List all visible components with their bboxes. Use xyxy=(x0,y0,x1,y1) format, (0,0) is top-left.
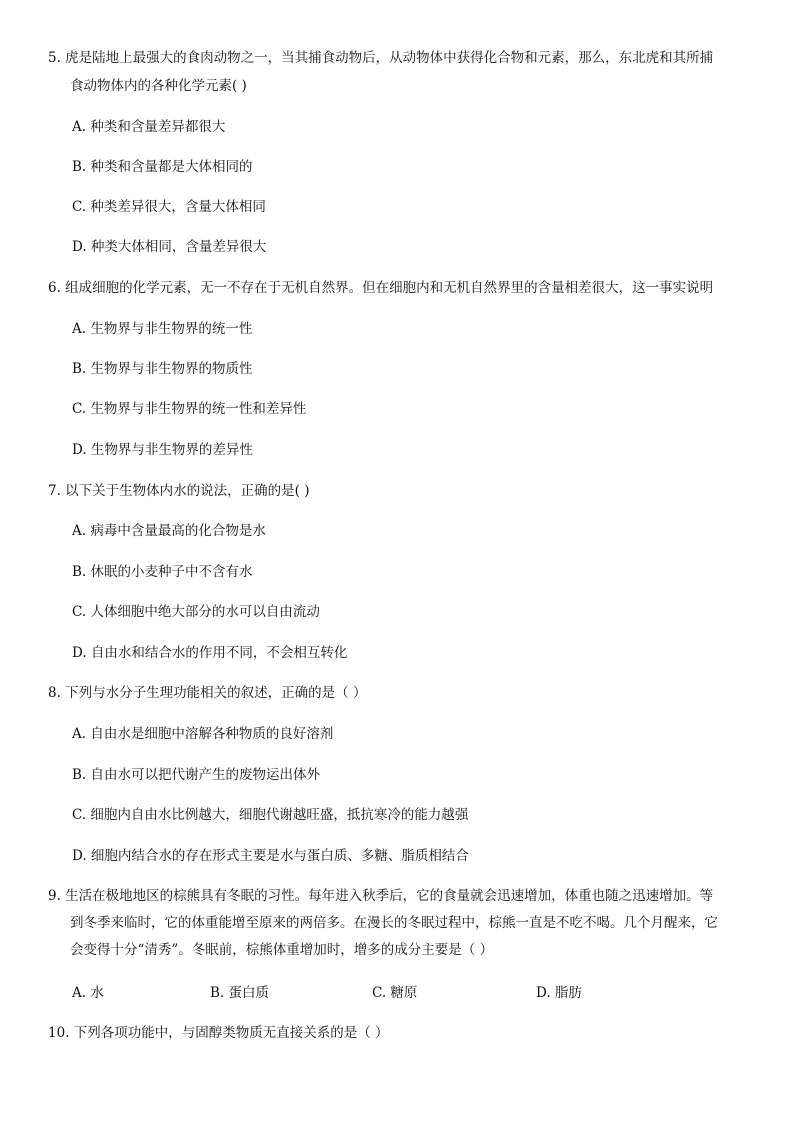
question-6-option-d: D. 生物界与非生物界的差异性 xyxy=(72,442,253,458)
question-9-stem-line-3: 会变得十分“清秀”。冬眠前，棕熊体重增加时，增多的成分主要是（ ） xyxy=(70,942,494,958)
question-9-option-d: D. 脂肪 xyxy=(536,985,582,1001)
question-9-option-b: B. 蛋白质 xyxy=(210,985,270,1001)
question-6-option-a: A. 生物界与非生物界的统一性 xyxy=(72,321,253,337)
question-10-stem: 10. 下列各项功能中，与固醇类物质无直接关系的是（ ） xyxy=(48,1025,389,1041)
question-9-option-c: C. 糖原 xyxy=(372,985,418,1001)
question-8-option-d: D. 细胞内结合水的存在形式主要是水与蛋白质、多糖、脂质相结合 xyxy=(72,848,469,864)
question-9-stem-line-2: 到冬季来临时，它的体重能增至原来的两倍多。在漫长的冬眠过程中，棕熊一直是不吃不喝。几个月醒来，它 xyxy=(70,915,718,931)
question-9-option-a: A. 水 xyxy=(72,985,104,1001)
question-8-option-a: A. 自由水是细胞中溶解各种物质的良好溶剂 xyxy=(72,726,334,742)
question-5-option-b: B. 种类和含量都是大体相同的 xyxy=(72,159,253,175)
question-5-option-a: A. 种类和含量差异都很大 xyxy=(72,119,226,135)
question-7-option-b: B. 休眠的小麦种子中不含有水 xyxy=(72,564,253,580)
question-8-option-b: B. 自由水可以把代谢产生的废物运出体外 xyxy=(72,767,321,783)
question-8-stem: 8. 下列与水分子生理功能相关的叙述，正确的是（ ） xyxy=(48,685,367,701)
question-6-option-c: C. 生物界与非生物界的统一性和差异性 xyxy=(72,401,307,417)
question-7-option-a: A. 病毒中含量最高的化合物是水 xyxy=(72,523,266,539)
question-7-option-c: C. 人体细胞中绝大部分的水可以自由流动 xyxy=(72,604,320,620)
question-6-stem: 6. 组成细胞的化学元素，无一不存在于无机自然界。但在细胞内和无机自然界里的含量相差很大，这一事实说明 xyxy=(48,280,714,296)
question-6-option-b: B. 生物界与非生物界的物质性 xyxy=(72,361,253,377)
question-5-stem-line-1: 5. 虎是陆地上最强大的食肉动物之一，当其捕食动物后，从动物体中获得化合物和元素，那么，东北虎和其所捕 xyxy=(48,50,714,66)
question-7-stem: 7. 以下关于生物体内水的说法，正确的是( ) xyxy=(48,483,310,499)
question-9-stem-line-1: 9. 生活在极地地区的棕熊具有冬眠的习性。每年进入秋季后，它的食量就会迅速增加，体重也随之迅速增加。等 xyxy=(48,888,714,904)
question-7-option-d: D. 自由水和结合水的作用不同，不会相互转化 xyxy=(72,645,348,661)
question-5-stem-line-2: 食动物体内的各种化学元素( ) xyxy=(70,78,247,94)
question-5-option-c: C. 种类差异很大，含量大体相同 xyxy=(72,199,266,215)
question-8-option-c: C. 细胞内自由水比例越大，细胞代谢越旺盛，抵抗寒冷的能力越强 xyxy=(72,807,469,823)
question-5-option-d: D. 种类大体相同，含量差异很大 xyxy=(72,239,267,255)
